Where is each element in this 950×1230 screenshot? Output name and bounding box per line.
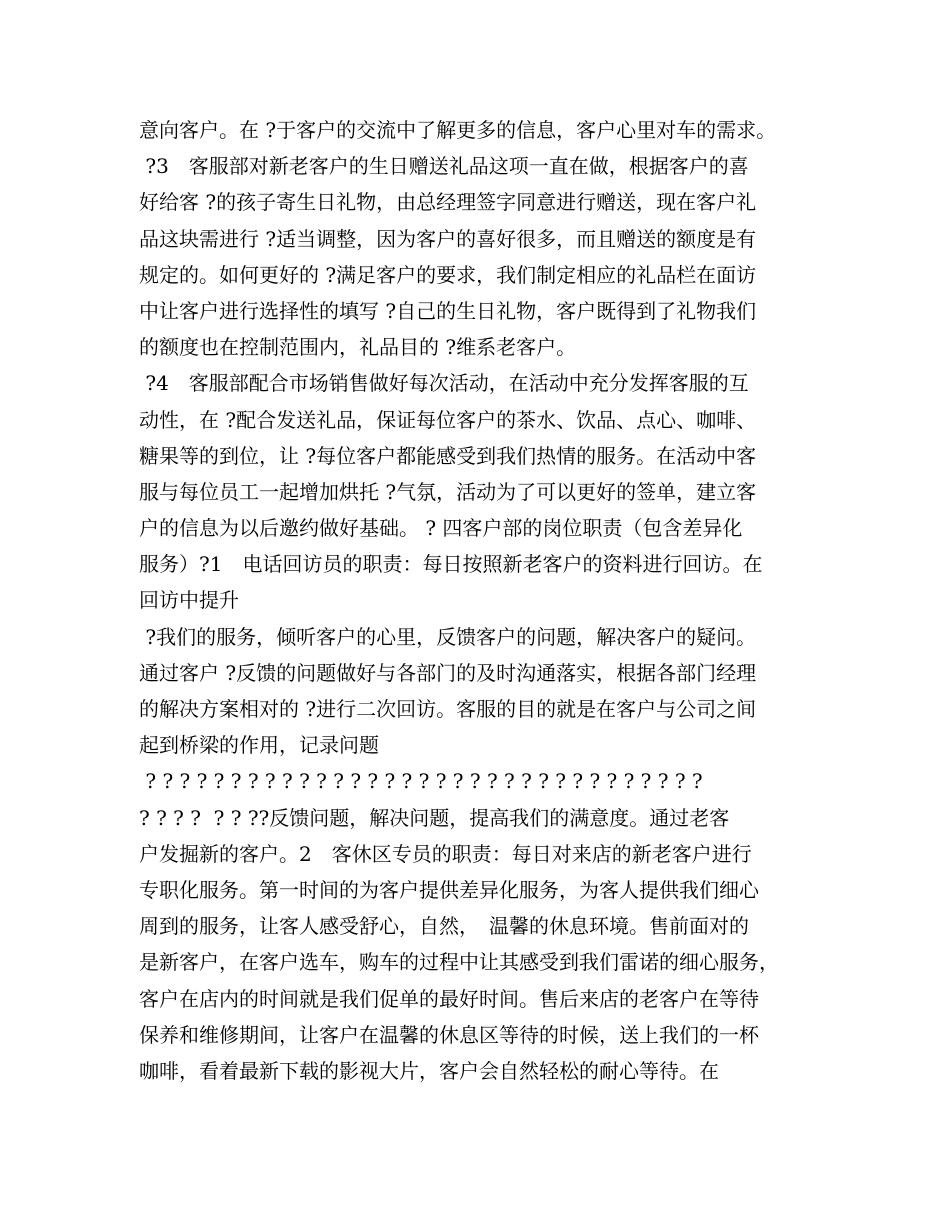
text-line: 服务）?1 电话回访员的职责：每日按照新老客户的资料进行回访。在 (139, 552, 763, 577)
text-line: ?4 客服部配合市场销售做好每次活动，在活动中充分发挥客服的互 (139, 371, 749, 396)
text-line: 服与每位员工一起增加烘托 ?气氛，活动为了可以更好的签单，建立客 (139, 479, 757, 504)
text-line: 专职化服务。第一时间的为客户提供差异化服务，为客人提供我们细心 (139, 877, 759, 902)
text-line: 规定的。如何更好的 ?满足客户的要求，我们制定相应的礼品栏在面访 (139, 262, 757, 287)
text-line: 周到的服务，让客人感受舒心，自然， 温馨的休息环境。售前面对的 (139, 914, 749, 939)
text-line: 品这块需进行 ?适当调整，因为客户的喜好很多，而且赠送的额度是有 (139, 226, 757, 251)
text-line: 好给客 ?的孩子寄生日礼物，由总经理签字同意进行赠送，现在客户礼 (139, 190, 757, 215)
text-line: 意向客户。在 ?于客户的交流中了解更多的信息，客户心里对车的需求。 (139, 118, 777, 142)
text-line: ?我们的服务，倾听客户的心里，反馈客户的问题，解决客户的疑问。 (139, 624, 757, 649)
text-line: 中让客户进行选择性的填写 ?自己的生日礼物，客户既得到了礼物我们 (139, 298, 757, 323)
text-line: 动性，在 ?配合发送礼品，保证每位客户的茶水、饮品、点心、咖啡、 (139, 407, 757, 432)
text-line: 的解决方案相对的 ?进行二次回访。客服的目的就是在客户与公司之间 (139, 697, 757, 721)
text-line: 客户在店内的时间就是我们促单的最好时间。售后来店的老客户在等待 (139, 986, 759, 1011)
text-line: 户的信息为以后邀约做好基础。 ? 四客户部的岗位职责（包含差异化 (139, 516, 743, 541)
text-line: 是新客户，在客户选车，购车的过程中让其感受到我们雷诺的细心服务， (139, 950, 779, 975)
text-line: 的额度也在控制范围内，礼品目的 ?维系老客户。 (139, 335, 577, 360)
text-line: ? ? ? ? ? ? ? ? ? ? ? ? ? ? ? ? ? ? ? ? ? ? ? ? ? ? ? ? ? ? ? ? ? (139, 769, 703, 794)
text-line: 起到桥梁的作用，记录问题 (139, 733, 379, 758)
text-line: 回访中提升 (139, 588, 239, 613)
text-line: 通过客户 ?反馈的问题做好与各部门的及时沟通落实，根据各部门经理 (139, 660, 757, 685)
text-line: ? ? ? ? ? ? ??反馈问题，解决问题，提高我们的满意度。通过老客 (139, 805, 730, 830)
text-line: ?3 客服部对新老客户的生日赠送礼品这项一直在做，根据客户的喜 (139, 154, 749, 179)
text-line: 糖果等的到位，让 ?每位客户都能感受到我们热情的服务。在活动中客 (139, 443, 757, 468)
text-line: 咖啡，看着最新下载的影视大片，客户会自然轻松的耐心等待。在 (139, 1058, 719, 1083)
text-line: 户发掘新的客户。2 客休区专员的职责：每日对来店的新老客户进行 (139, 841, 752, 866)
text-line: 保养和维修期间，让客户在温馨的休息区等待的时候，送上我们的一杯 (139, 1022, 759, 1047)
body-text (139, 112, 829, 1089)
